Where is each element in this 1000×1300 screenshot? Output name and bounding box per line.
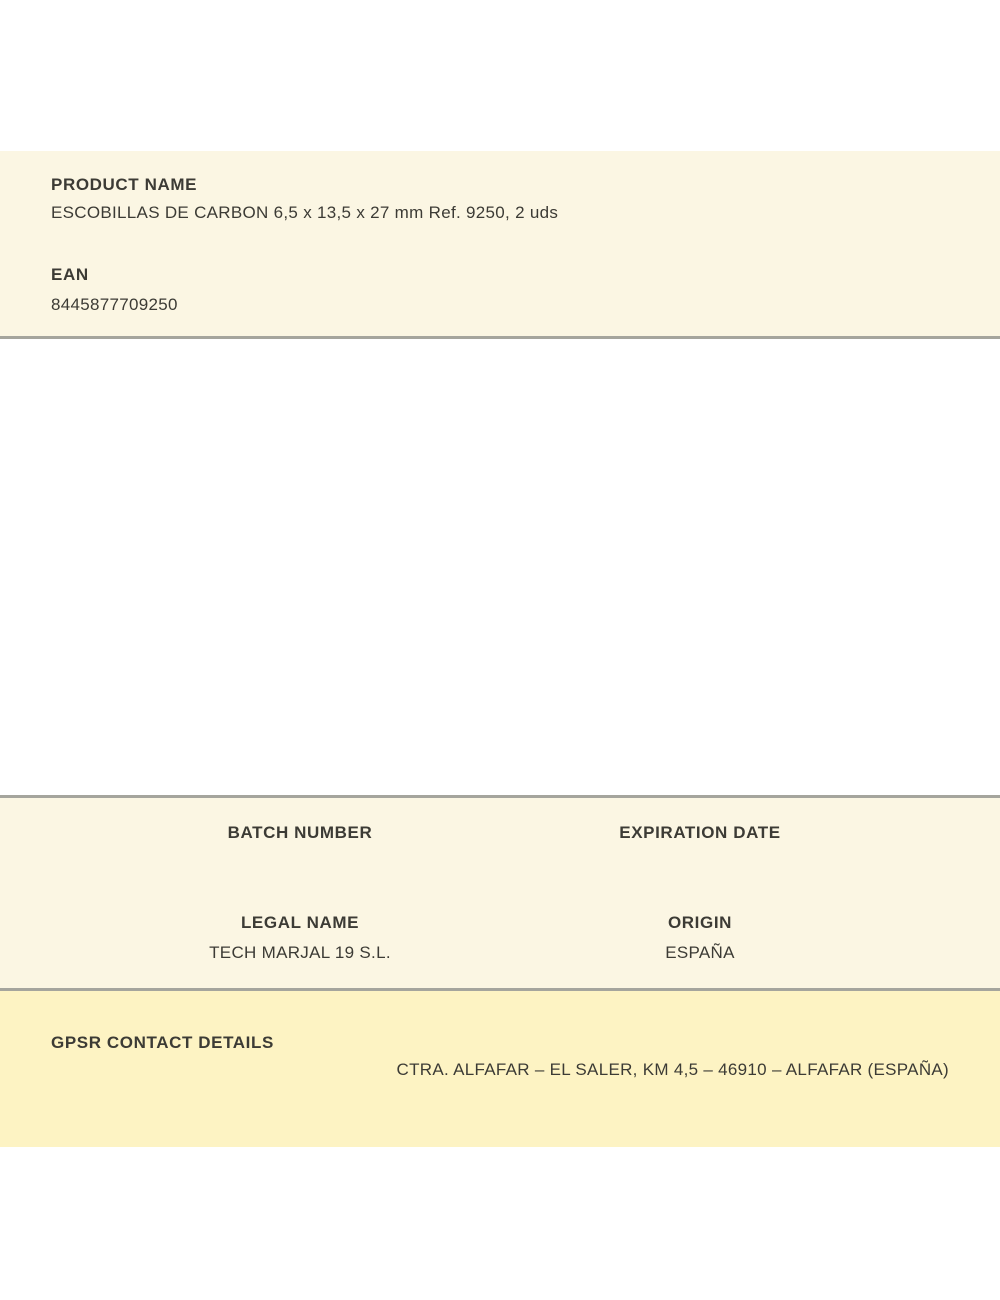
gpsr-contact-address: CTRA. ALFAFAR – EL SALER, KM 4,5 – 46910 – ALFAFAR (ESPAÑA) bbox=[396, 1060, 949, 1079]
gpsr-contact-label: GPSR CONTACT DETAILS bbox=[51, 1033, 274, 1052]
origin-value: ESPAÑA bbox=[665, 943, 735, 962]
legal-name-label: LEGAL NAME bbox=[240, 913, 360, 932]
traceability-section bbox=[0, 795, 1000, 991]
origin-label: ORIGIN bbox=[667, 913, 733, 932]
product-name-label: PRODUCT NAME bbox=[51, 175, 198, 194]
legal-name-value: TECH MARJAL 19 S.L. bbox=[209, 943, 391, 962]
gpsr-contact-section bbox=[0, 991, 1000, 1147]
batch-number-label: BATCH NUMBER bbox=[227, 823, 373, 842]
product-info-section bbox=[0, 151, 1000, 339]
ean-value: 8445877709250 bbox=[51, 295, 178, 314]
expiration-date-label: EXPIRATION DATE bbox=[619, 823, 781, 842]
product-name-value: ESCOBILLAS DE CARBON 6,5 x 13,5 x 27 mm Ref. 9250, 2 uds bbox=[51, 203, 559, 222]
ean-label: EAN bbox=[51, 265, 89, 284]
